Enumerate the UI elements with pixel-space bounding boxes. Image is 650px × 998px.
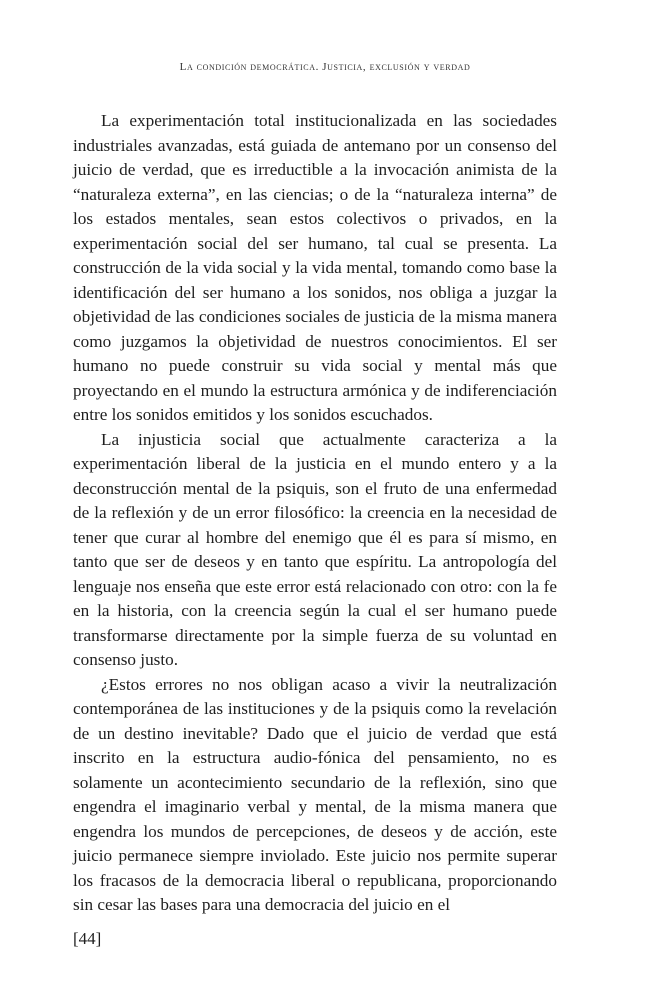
paragraph-3: ¿Estos errores no nos obligan acaso a vivir la neutralización contemporánea de las instituciones y de la psiquis como la revelación de un destino inevitable? Dado que el juicio de verdad que está inscrito en la estructura audio-fónica del pensamiento, no es solamente un acontecimiento secundario de la reflexión, sino que engendra el imaginario verbal y mental, de la misma manera que engendra los mundos de percepciones, de deseos y de acción, este juicio permanece siempre inviolado. Este juicio nos permite superar los fracasos de la democracia liberal o republicana, proporcionando sin cesar las bases para una democracia del juicio en el bbox=[73, 674, 557, 914]
body-text bbox=[73, 109, 557, 918]
paragraph-1: La experimentación total institucionalizada en las sociedades industriales avanzadas, está guiada de antemano por un consenso del juicio de verdad, que es irreductible a la invocación animista de la “naturaleza externa”, en las ciencias; o de la “naturaleza interna” de los estados mentales, sean estos colectivos o privados, en la experimentación social del ser humano, tal cual se presenta. La construcción de la vida social y la vida mental, tomando como base la identificación del ser humano a los sonidos, nos obliga a juzgar la objetividad de las condiciones sociales de justicia de la misma manera como juzgamos la objetividad de nuestros conocimientos. El ser humano no puede construir su vida social y mental más que proyectando en el mundo la estructura armónica y de indiferenciación entre los sonidos emitidos y los sonidos escuchados. bbox=[73, 111, 557, 424]
page-number: [44] bbox=[73, 929, 102, 948]
running-header: La condición democrática. Justicia, exclusión y verdad bbox=[179, 61, 471, 73]
paragraph-2: La injusticia social que actualmente caracteriza a la experimentación liberal de la justicia en el mundo entero y a la deconstrucción mental de la psiquis, son el fruto de una enfermedad de la reflexión y de un error filosófico: la creencia en la necesidad de tener que curar al hombre del enemigo que él es para sí mismo, en tanto que ser de deseos y en tanto que espíritu. La antropología del lenguaje nos enseña que este error está relacionado con otro: con la fe en la historia, con la creencia según la cual el ser humano puede transformarse directamente por la simple fuerza de su voluntad en consenso justo. bbox=[73, 429, 557, 669]
